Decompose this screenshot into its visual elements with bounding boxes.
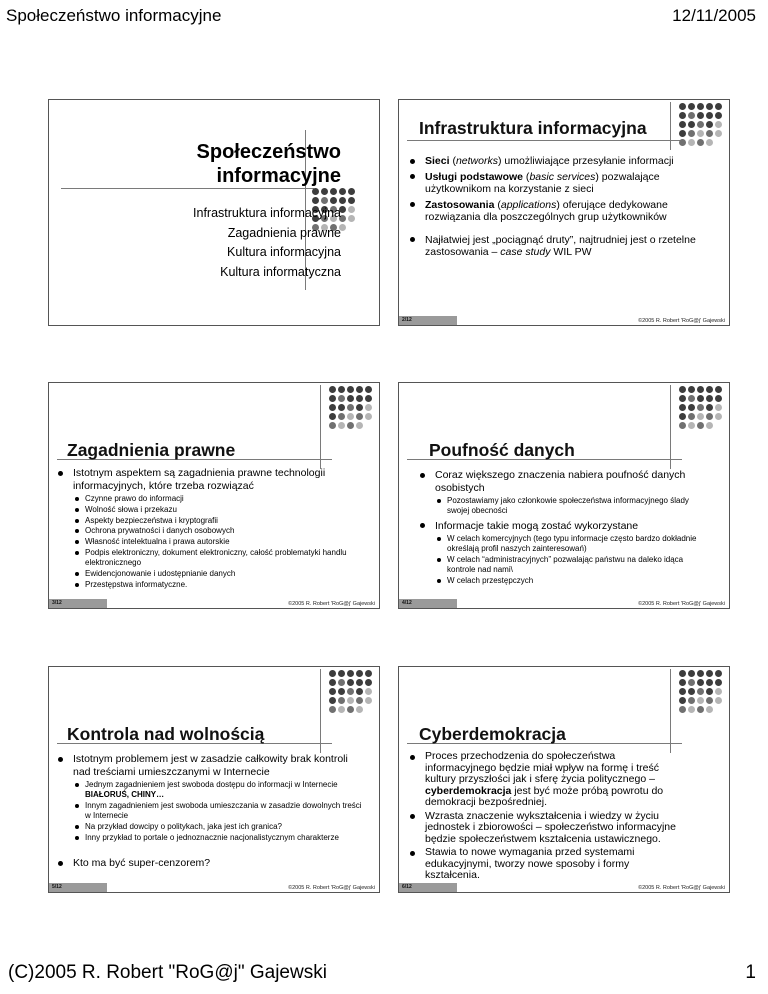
slide-number: 4/12 <box>399 599 457 608</box>
slide-number: 6/12 <box>399 883 457 892</box>
slide-divider <box>670 102 671 150</box>
bullet-list <box>409 751 684 884</box>
slide-title: Zagadnienia prawne <box>67 440 236 460</box>
slide-number: 2/12 <box>399 316 457 325</box>
sub-list <box>73 780 362 843</box>
sub-list <box>435 496 699 517</box>
topic-list <box>193 204 341 282</box>
sub-list-item: Ochrona prywatności i danych osobowych <box>73 526 362 536</box>
sub-list-item: Własność intelektualna i prawa autorskie <box>73 537 362 547</box>
decorative-dots-icon <box>679 670 722 713</box>
sub-list <box>73 494 362 590</box>
sub-list-item: Przestępstwa informatyczne. <box>73 580 362 590</box>
list-item: Usługi podstawowe (basic services) pozwalające użytkownikom na korzystanie z sieci <box>409 171 709 196</box>
slide-copyright: ©2005 R. Robert 'RoG@j' Gajewski <box>288 885 375 891</box>
topic-item: Infrastruktura informacyjna <box>193 206 341 220</box>
sub-list-item: Podpis elektroniczny, dokument elektroniczny, całość problematyki handlu elektronicznego <box>73 548 362 569</box>
slide-divider <box>320 669 321 753</box>
slide-4 <box>398 382 730 609</box>
slide-title: Poufność danych <box>429 440 575 460</box>
bullet-list <box>419 469 699 590</box>
page-number: 1 <box>745 962 756 983</box>
list-item: Sieci (networks) umożliwiające przesyłanie informacji <box>409 155 709 168</box>
decorative-dots-icon <box>329 670 372 713</box>
slide-copyright: ©2005 R. Robert 'RoG@j' Gajewski <box>638 601 725 607</box>
slide-6 <box>398 666 730 893</box>
bullet-list <box>57 753 362 873</box>
bullet-list <box>409 155 709 262</box>
list-item: Najłatwiej jest „pociągnąć druty”, najtrudniej jest o rzetelne zastosowania – case study WIL PW <box>409 234 709 259</box>
bullet-list <box>57 467 362 593</box>
sub-list <box>435 534 699 586</box>
slide-title: Społeczeństwo informacyjne <box>196 141 341 187</box>
page-header-date: 12/11/2005 <box>672 6 756 25</box>
list-item: Informacje takie mogą zostać wykorzystane W celach komercyjnych (tego typu informacje często bardzo dokładnie określają profil naszych zainteresowań) W celach “administracyjnych” pozwalając państwu na daleko idąca kontrole nad nami\ W celach przestępczych <box>419 520 699 587</box>
sub-list-item: Innym zagadnieniem jest swoboda umieszczania w zasadzie dowolnych treści w Internecie <box>73 801 362 822</box>
slide-copyright: ©2005 R. Robert 'RoG@j' Gajewski <box>288 601 375 607</box>
sub-list-item: Inny przykład to portale o jednoznacznie nacjonalistycznym charakterze <box>73 833 362 843</box>
sub-list-item: W celach komercyjnych (tego typu informacje często bardzo dokładnie określają profil naszych zainteresowań) <box>435 534 699 555</box>
sub-list-item: Czynne prawo do informacji <box>73 494 362 504</box>
decorative-dots-icon <box>679 386 722 429</box>
page-header-title: Społeczeństwo informacyjne <box>6 6 222 25</box>
topic-item: Kultura informacyjna <box>227 245 341 259</box>
slide-divider <box>670 669 671 753</box>
slide-3 <box>48 382 380 609</box>
sub-list-item: W celach “administracyjnych” pozwalając państwu na daleko idąca kontrole nad nami\ <box>435 555 699 576</box>
slide-divider <box>407 140 682 141</box>
slide-copyright: ©2005 R. Robert 'RoG@j' Gajewski <box>638 885 725 891</box>
sub-list-item: Aspekty bezpieczeństwa i kryptografii <box>73 516 362 526</box>
topic-item: Zagadnienia prawne <box>227 225 341 240</box>
sub-list-item: Pozostawiamy jako członkowie społeczeństwa informacyjnego ślady swojej obecności <box>435 496 699 517</box>
sub-list-item: Na przykład dowcipy o politykach, jaka jest ich granica? <box>73 822 362 832</box>
list-item: Zastosowania (applications) oferujące dedykowane rozwiązania dla poszczególnych grup użytkowników <box>409 199 709 224</box>
slide-divider <box>61 188 314 189</box>
slide-title: Kontrola nad wolnością <box>67 724 265 744</box>
slide-1 <box>48 99 380 326</box>
slide-2 <box>398 99 730 326</box>
sub-list-item: Jednym zagadnieniem jest swoboda dostępu do informacji w Internecie BIAŁORUŚ, CHINY… <box>73 780 362 801</box>
list-item: Wzrasta znaczenie wykształcenia i wiedzy w życiu jednostek i zbiorowości – społeczeństwo informacyjne będzie społeczeństwem kształcenia ustawicznego. <box>409 811 684 846</box>
slide-divider <box>670 385 671 469</box>
slide-divider <box>320 385 321 469</box>
decorative-dots-icon <box>679 103 722 146</box>
sub-list-item: Wolność słowa i przekazu <box>73 505 362 515</box>
list-item: Kto ma być super-cenzorem? <box>57 857 362 870</box>
page-footer-author: (C)2005 R. Robert "RoG@j" Gajewski <box>8 962 327 983</box>
list-item: Coraz większego znaczenia nabiera poufność danych osobistych Pozostawiamy jako członkowie społeczeństwa informacyjnego ślady swojej obecności <box>419 469 699 517</box>
list-item: Stawia to nowe wymagania przed systemami edukacyjnymi, tworzy nowe sposoby i formy kształcenia. <box>409 847 684 882</box>
slide-number: 3/12 <box>49 599 107 608</box>
sub-list-item: W celach przestępczych <box>435 576 699 586</box>
topic-item: Kultura informatyczna <box>220 264 341 279</box>
slide-number: 5/12 <box>49 883 107 892</box>
list-item: Istotnym aspektem są zagadnienia prawne technologii informacyjnych, które trzeba rozwiązać Czynne prawo do informacji Wolność słowa i przekazu Aspekty bezpieczeństwa i kryptografii Ochrona prywatności i danych osobowych Własność intelektualna i prawa autorskie Podpis elektroniczny, dokument elektroniczny, całość problematyki handlu elektronicznego Ewidencjonowanie i udostępnianie danych Przestępstwa informatyczne. <box>57 467 362 590</box>
decorative-dots-icon <box>329 386 372 429</box>
slide-title: Cyberdemokracja <box>419 724 566 744</box>
slide-5 <box>48 666 380 893</box>
slide-copyright: ©2005 R. Robert 'RoG@j' Gajewski <box>638 318 725 324</box>
list-item: Proces przechodzenia do społeczeństwa informacyjnego będzie miał wpływ na formę i treść kultury przyszłości jak i sferę życia politycznego – cyberdemokracja jest być może próbą powrotu do demokracji bezpośredniej. <box>409 751 684 809</box>
list-item: Istotnym problemem jest w zasadzie całkowity brak kontroli nad treściami umieszczanymi w Internecie Jednym zagadnieniem jest swoboda dostępu do informacji w Internecie BIAŁORUŚ, CHINY… Innym zagadnieniem jest swoboda umieszczania w zasadzie dowolnych treści w Internecie Na przykład dowcipy o politykach, jaka jest ich granica? Inny przykład to portale o jednoznacznie nacjonalistycznym charakterze <box>57 753 362 843</box>
sub-list-item: Ewidencjonowanie i udostępnianie danych <box>73 569 362 579</box>
slide-title: Infrastruktura informacyjna <box>419 118 647 138</box>
